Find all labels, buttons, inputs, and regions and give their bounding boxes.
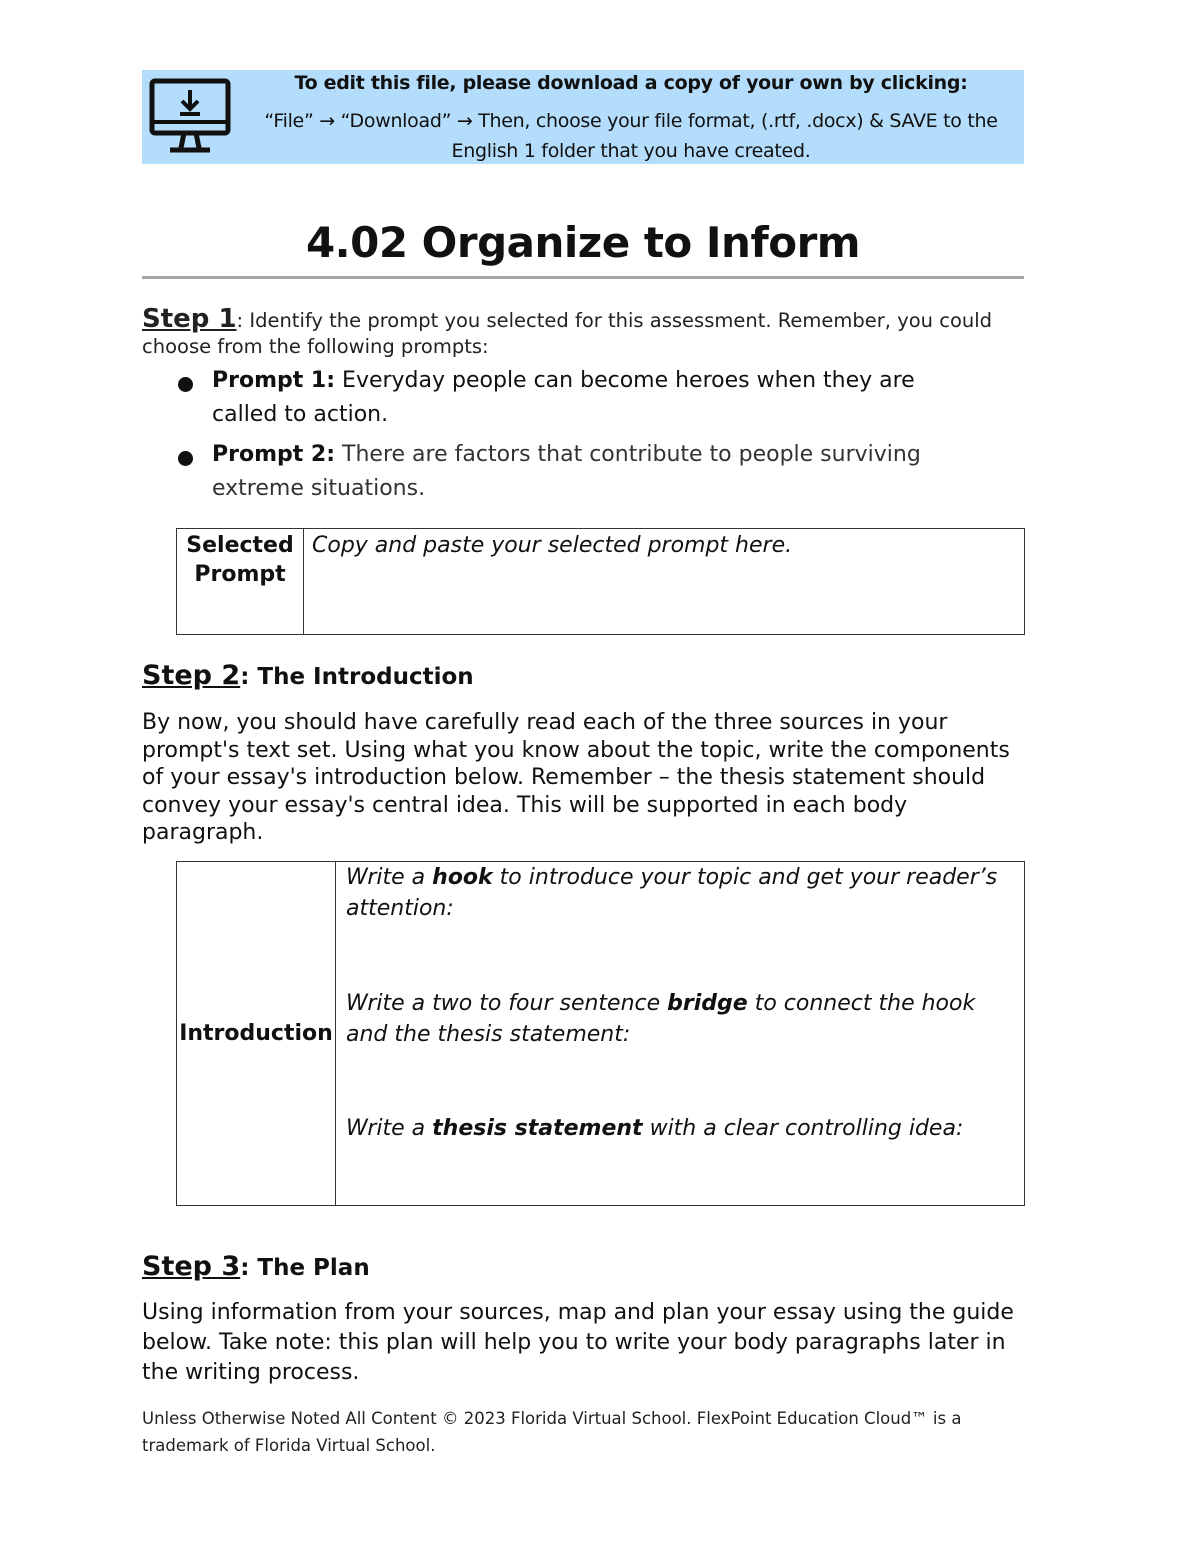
page-title: 4.02 Organize to Inform [305, 218, 861, 267]
step3-heading [142, 1251, 370, 1282]
step3-title: : The Plan [240, 1255, 370, 1281]
banner-heading: To edit this file, please download a copy of your own by clicking: [294, 72, 968, 94]
prompt-label: Prompt 2: [212, 442, 336, 467]
list-item [170, 364, 970, 432]
step3-paragraph: Using information from your sources, map and plan your essay using the guide below. Take note: this plan will help you to write your body paragraphs later in the writing process. [142, 1300, 1014, 1385]
download-instructions-banner [142, 70, 1024, 164]
step2-title: : The Introduction [240, 664, 474, 690]
hook-keyword: hook [432, 865, 493, 890]
bullet-icon [178, 451, 193, 466]
step3-label: Step 3 [142, 1251, 241, 1282]
thesis-prompt [346, 1113, 1014, 1144]
prompt-label: Prompt 1: [212, 368, 336, 393]
hook-pre: Write a [346, 865, 433, 890]
bridge-prompt [346, 988, 1014, 1050]
prompt-list [170, 364, 970, 512]
introduction-table [176, 861, 1025, 1206]
prompt-text: Everyday people can become heroes when they are called to action. [212, 368, 915, 427]
step2-label: Step 2 [142, 660, 241, 691]
step2-heading [142, 660, 474, 691]
list-item [170, 438, 970, 506]
hook-prompt [346, 862, 1014, 924]
banner-instructions: “File” → “Download” → Then, choose your file format, (.rtf, .docx) & SAVE to the English 1 folder that you have created. [264, 110, 998, 162]
bridge-keyword: bridge [667, 991, 748, 1016]
step1-text: : Identify the prompt you selected for this assessment. Remember, you could choose from the following prompts: [142, 309, 993, 358]
introduction-label: Introduction [177, 862, 336, 1206]
copyright-footer: Unless Otherwise Noted All Content © 2023 Florida Virtual School. FlexPoint Education Cloud™ is a trademark of Florida Virtual School. [142, 1409, 962, 1455]
step2-paragraph: By now, you should have carefully read each of the three sources in your prompt's text set. Using what you know about the topic, write the components of your essay's introduction below. Remember – the thesis statement should convey your essay's central idea. This will be supported in each body paragraph. [142, 710, 1010, 845]
introduction-field[interactable] [336, 862, 1025, 1206]
bridge-pre: Write a two to four sentence [346, 991, 668, 1016]
thesis-keyword: thesis statement [432, 1116, 643, 1141]
selected-prompt-field[interactable]: Copy and paste your selected prompt here. [304, 529, 1025, 635]
step1-intro [142, 306, 1022, 360]
selected-prompt-table [176, 528, 1025, 635]
step1-label: Step 1 [142, 304, 237, 334]
hook-post: to introduce your topic and get your reader’s attention: [346, 865, 998, 921]
thesis-post: with a clear controlling idea: [642, 1116, 964, 1141]
title-divider [142, 276, 1024, 279]
bridge-post: to connect the hook and the thesis statement: [346, 991, 976, 1047]
thesis-pre: Write a [346, 1116, 433, 1141]
download-monitor-icon [148, 76, 232, 158]
bullet-icon [178, 377, 193, 392]
selected-prompt-label: Selected Prompt [177, 529, 304, 635]
prompt-text: There are factors that contribute to people surviving extreme situations. [212, 442, 921, 501]
